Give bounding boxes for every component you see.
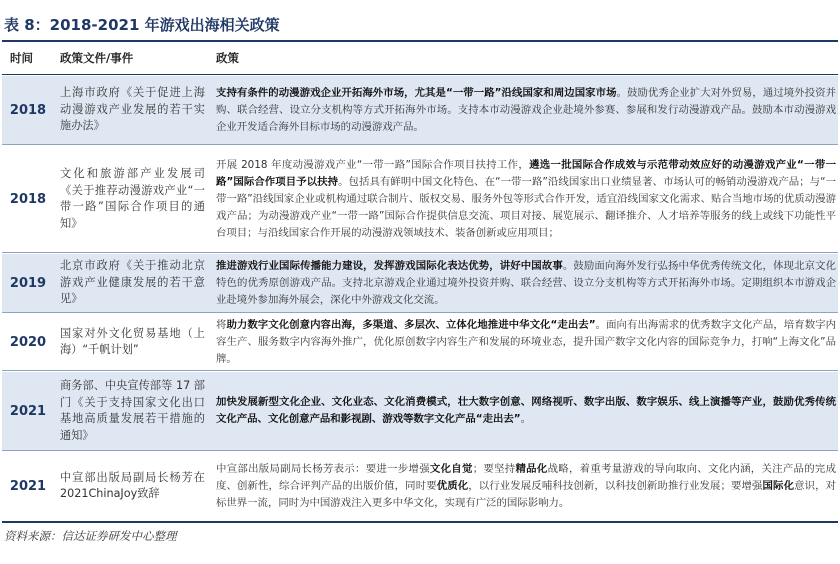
row-year: 2021	[9, 403, 47, 419]
row-policy-document: 国家对外文化贸易基地（上海）“千帆计划”	[60, 326, 205, 356]
row-divider	[2, 312, 838, 313]
row-policy-text	[216, 394, 836, 428]
source-note: 资料来源：信达证券研发中心整理	[4, 529, 177, 543]
policy-highlight: 优质化	[436, 479, 469, 492]
policy-segment: ，以行业发展反哺科技创新，以科技创新助推行业发展；要增强	[468, 479, 763, 492]
policy-segment: 意识，对标世界一流，同时为中国游戏注入更多中华文化，实现有广泛的国际影响力。	[216, 479, 837, 509]
policy-segment: 。	[520, 413, 531, 425]
table-row	[2, 372, 838, 450]
policy-segment: 将	[216, 318, 227, 331]
policy-segment: 中宣部出版局副局长杨芳表示：要进一步增强	[216, 462, 430, 475]
policy-segment: 。面向有出海需求的优秀数字文化产品，培育数字内容生产、服务数字内容海外推广，优化原创数字内容生产和发展的环境业态，提升国产数字文化内容的国际竞争力，打响“上海文化”品牌。	[216, 318, 836, 365]
row-policy-text	[216, 157, 836, 242]
row-year: 2021	[9, 478, 47, 494]
policy-segment: ；要坚持	[472, 462, 516, 475]
row-policy-document: 中宣部出版局副局长杨芳在2021ChinaJoy致辞	[60, 470, 205, 500]
row-divider	[2, 450, 838, 451]
policy-segment: 。包括具有鲜明中国文化特色、在“一带一路”沿线国家出口业绩显著、市场认可的畅销动漫游戏产品；与“一带一路”沿线国家企业或机构通过联合制片、版权交易、服务外包等形式合作开发，适宜沿线国家文化需求、贴合当地市场的优质动漫游戏产品；为动漫游戏产业“一带一路”国际合作提供信息交流、项目对接、展览展示、翻译推介、人才培养等服务的线上或线下功能性平台项目；与沿线国家合作开展的动漫游戏领域技术、装备创新或应用项目；	[216, 175, 836, 239]
row-divider	[2, 144, 838, 145]
row-divider	[2, 252, 838, 253]
row-policy-document: 上海市政府《关于促进上海动漫游戏产业发展的若干实施办法》	[60, 86, 205, 133]
table-title: 表 8：2018-2021 年游戏出海相关政策	[4, 16, 280, 34]
table-row	[2, 452, 838, 520]
row-policy-text	[216, 85, 836, 136]
row-policy-text	[216, 461, 836, 512]
policy-highlight: 加快发展新型文化企业、文化业态、文化消费模式，壮大数字创意、网络视听、数字出版、数字娱乐、线上演播等产业，鼓励优秀传统文化产品、文化创意产品和影视剧、游戏等数字文化产品“走出去”	[216, 396, 836, 425]
row-year: 2019	[9, 275, 47, 291]
policy-highlight: 助力数字文化创意内容出海，多渠道、多层次、立体化地推进中华文化“走出去”	[226, 318, 596, 331]
header-divider	[2, 74, 838, 75]
header-policy: 政策	[216, 51, 239, 65]
policy-highlight: 精品化	[515, 462, 548, 475]
row-policy-text	[216, 258, 836, 309]
policy-segment: 。鼓励面向海外发行弘扬中华优秀传统文化，体现北京文化特色的优秀原创游戏产品。支持北京游戏企业通过境外投资并购、联合经营、设立分支机构等方式开拓海外市场。定期组织本市游戏企业赴境外参加海外展会，深化中外游戏文化交流。	[216, 259, 836, 306]
header-doc: 政策文件/事件	[60, 51, 134, 65]
row-policy-document: 北京市政府《关于推动北京游戏产业健康发展的若干意见》	[60, 259, 205, 306]
policy-segment: 开展 2018 年度动漫游戏产业“一带一路”国际合作项目扶持工作，	[216, 158, 530, 171]
row-year: 2018	[9, 191, 47, 207]
row-policy-document: 商务部、中央宣传部等 17 部门《关于支持国家文化出口基地高质量发展若干措施的通知》	[60, 379, 205, 442]
policy-highlight: 文化自觉	[429, 462, 473, 475]
source-divider	[2, 521, 838, 523]
row-policy-text	[216, 317, 836, 368]
title-divider	[2, 40, 838, 42]
policy-segment: 战略，着重考量游戏的导向取向、文化内涵，关注产品的完成度、创新性，综合评判产品的出版价值，同时要	[216, 462, 837, 492]
row-policy-document: 文化和旅游部产业发展司《关于推荐动漫游戏产业“一带一路”国际合作项目的通知》	[60, 167, 205, 230]
table-row	[2, 314, 838, 370]
header-time: 时间	[10, 51, 33, 65]
table-row	[2, 254, 838, 312]
policy-highlight: 国际化	[762, 479, 795, 492]
row-divider	[2, 370, 838, 371]
policy-highlight: 支持有条件的动漫游戏企业开拓海外市场，尤其是“一带一路”沿线国家和周边国家市场	[216, 86, 617, 99]
row-year: 2020	[9, 334, 47, 350]
table-row	[2, 76, 838, 144]
policy-highlight: 遴选一批国际合作成效与示范带动效应好的动漫游戏产业“一带一路”国际合作项目予以扶持	[216, 158, 836, 188]
row-year: 2018	[9, 102, 47, 118]
policy-highlight: 推进游戏行业国际传播能力建设，发挥游戏国际化表达优势，讲好中国故事	[216, 259, 563, 272]
policy-segment: 。鼓励优秀企业扩大对外贸易，通过境外投资并购、联合经营、设立分支机构等方式开拓海外市场。支持本市动漫游戏企业赴境外参赛、参展和发行动漫游戏产品。鼓励本市动漫游戏企业开发适合海外目标市场的动漫游戏产品。	[216, 86, 836, 133]
table-row	[2, 146, 838, 252]
